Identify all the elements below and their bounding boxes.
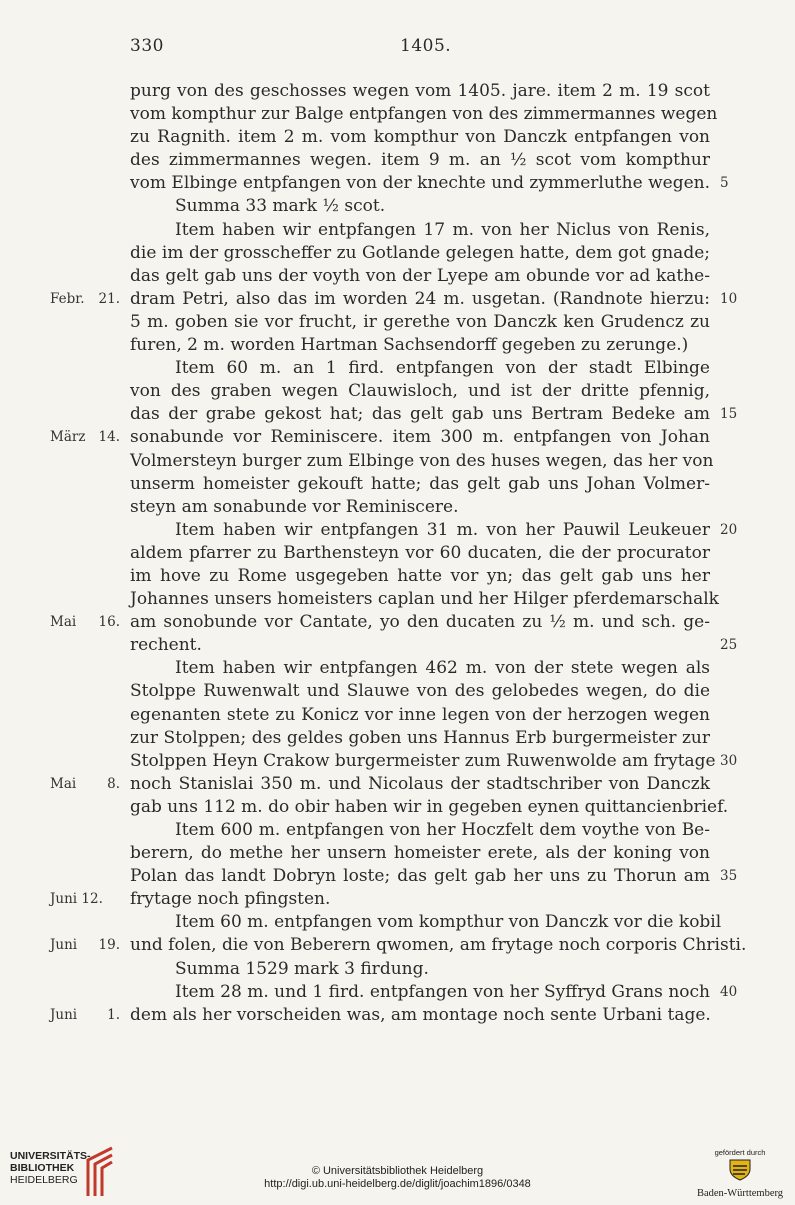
page-number: 330 [130, 36, 164, 56]
line-text: Item haben wir entpfangen 17 m. von her Niclus von Renis, [175, 219, 710, 240]
text-line [50, 288, 738, 311]
text-line [130, 242, 710, 265]
line-number: 40 [720, 983, 738, 1000]
text-line [130, 473, 710, 496]
line-text: zur Stolppen; des geldes goben uns Hannus Erb burgermeister zur [130, 727, 710, 748]
margin-date-note: März 14. [50, 429, 120, 446]
text-line [130, 750, 738, 773]
text-line [130, 334, 710, 357]
line-number: 10 [720, 290, 738, 307]
line-text: egenanten stete zu Konicz vor inne legen von der herzogen wegen [130, 704, 710, 725]
text-line [130, 149, 710, 172]
line-text: purg von des geschosses wegen vom 1405. jare. item 2 m. 19 scot [130, 81, 710, 101]
text-line [130, 588, 719, 611]
line-text: Stolppen Heyn Crakow burgermeister zum Ruwenwolde am frytage [130, 750, 716, 771]
line-number: 15 [720, 406, 738, 423]
line-text: frytage noch pfingsten. [130, 889, 331, 910]
line-text: und folen, die von Beberern qwomen, am frytage noch corporis Christi. [130, 935, 747, 956]
line-text: dem als her vorscheiden was, am montage noch sente Urbani tage. [130, 1004, 711, 1025]
text-line [50, 934, 747, 957]
line-text: im hove zu Rome usgegeben hatte vor yn; das gelt gab uns her [130, 565, 710, 586]
logo-line-2: BIBLIOTHEK [10, 1162, 75, 1174]
text-line [130, 357, 710, 380]
text-line [130, 565, 710, 588]
line-text: noch Stanislai 350 m. und Nicolaus der stadtschriber von Danczk [130, 773, 710, 794]
line-text: vom Elbinge entpfangen von der knechte und zymmerluthe wegen. [130, 173, 710, 194]
text-line [130, 126, 710, 149]
line-text: furen, 2 m. worden Hartman Sachsendorff gegeben zu zerunge.) [130, 335, 689, 356]
line-number: 25 [720, 637, 738, 654]
line-text: Polan das landt Dobryn loste; das gelt gab her uns zu Thorun am [130, 866, 710, 887]
margin-date-note: Febr. 21. [50, 290, 120, 307]
body-text [50, 80, 747, 1027]
text-line [130, 403, 738, 426]
line-text: Item 60 m. entpfangen vom kompthur von Danczk vor die kobil [175, 912, 722, 933]
text-line [130, 219, 710, 242]
line-number: 20 [720, 521, 738, 538]
line-text: des zimmermannes wegen. item 9 m. an ½ scot vom kompthur [130, 150, 710, 171]
text-line [130, 311, 710, 334]
line-number: 5 [720, 175, 729, 192]
sponsor-label: gefördert durch [714, 1148, 766, 1157]
text-line [130, 911, 722, 934]
text-line [130, 380, 710, 403]
margin-date-note: Juni 12. [50, 891, 103, 908]
line-text: von des graben wegen Clauwisloch, und ist der dritte pfennig, [130, 381, 710, 402]
line-text: Item haben wir entpfangen 462 m. von der stete wegen als [175, 658, 710, 679]
line-text: steyn am sonabunde vor Reminiscere. [130, 496, 459, 517]
text-line [130, 958, 710, 981]
line-text: dram Petri, also das im worden 24 m. usgetan. (Randnote hierzu: [130, 288, 710, 309]
logo-line-3: HEIDELBERG [10, 1174, 78, 1186]
sponsor-block [690, 1148, 790, 1199]
line-number: 35 [720, 868, 738, 885]
text-line [130, 680, 710, 703]
line-text: das gelt gab uns der voyth von der Lyepe am obunde vor ad kathe- [130, 265, 710, 286]
line-text: Johannes unsers homeisters caplan und her Hilger pferdemarschalk [130, 589, 719, 610]
permalink-url[interactable]: http://digi.ub.uni-heidelberg.de/diglit/joachim1896/0348 [264, 1178, 531, 1190]
line-text: 5 m. goben sie vor frucht, ir gerethe von Danczk ken Grudencz zu [130, 311, 710, 332]
line-text: am sonobunde vor Cantate, yo den ducaten zu ½ m. und sch. ge- [130, 612, 710, 633]
text-line [130, 172, 729, 195]
line-text: Stolppe Ruwenwalt und Slauwe von des gelobedes wegen, do die [130, 681, 710, 702]
text-line [130, 981, 738, 1004]
text-line [130, 195, 710, 218]
text-line [130, 450, 714, 473]
margin-date-note: Juni 19. [50, 937, 120, 954]
text-line [130, 657, 710, 680]
text-line [50, 1004, 711, 1027]
line-text: Item 60 m. an 1 fird. entpfangen von der stadt Elbinge [175, 358, 710, 379]
line-text: die im der grosscheffer zu Gotlande gelegen hatte, dem got gnade; [130, 242, 710, 263]
line-text: Item 28 m. und 1 fird. entpfangen von her Syffryd Grans noch [175, 981, 710, 1002]
text-line [50, 773, 710, 796]
text-line [50, 888, 710, 911]
text-line [130, 704, 710, 727]
text-line [130, 819, 710, 842]
line-text: unserm homeister gekouft hatte; das gelt gab uns Johan Volmer- [130, 473, 710, 494]
margin-date-note: Juni 1. [50, 1006, 120, 1023]
line-text: aldem pfarrer zu Barthensteyn vor 60 ducaten, die der procurator [130, 542, 710, 563]
line-text: sonabunde vor Reminiscere. item 300 m. entpfangen von Johan [130, 427, 710, 448]
footer-credits [0, 1165, 795, 1191]
text-line [130, 519, 738, 542]
line-text: das der grabe gekost hat; das gelt gab uns Bertram Bedeke am [130, 404, 710, 425]
text-line [130, 865, 738, 888]
text-line [130, 842, 710, 865]
line-text: Summa 1529 mark 3 firdung. [175, 958, 429, 979]
text-line [130, 634, 738, 657]
line-text: zu Ragnith. item 2 m. vom kompthur von Danczk entpfangen von [130, 127, 710, 148]
coat-of-arms-icon [727, 1157, 753, 1181]
logo-line-1: UNIVERSITÄTS- [10, 1150, 91, 1162]
text-line [50, 611, 710, 634]
line-text: rechent. [130, 635, 202, 656]
line-number: 30 [720, 752, 738, 769]
line-text: berern, do methe her unsern homeister erete, als der koning von [130, 843, 710, 864]
text-line [130, 796, 729, 819]
margin-date-note: Mai 8. [50, 775, 120, 792]
sponsor-name: Baden-Württemberg [696, 1188, 784, 1199]
margin-date-note: Mai 16. [50, 614, 120, 631]
line-text: Item 600 m. entpfangen von her Hoczfelt dem voythe von Be- [175, 820, 710, 840]
text-line [50, 426, 710, 449]
text-line [130, 542, 710, 565]
line-text: Item haben wir entpfangen 31 m. von her Pauwil Leukeuer [175, 519, 710, 540]
text-line [130, 727, 710, 750]
line-text: gab uns 112 m. do obir haben wir in gegeben eynen quittancienbrief. [130, 796, 729, 817]
text-line [130, 80, 710, 103]
text-line [130, 103, 718, 126]
text-line [130, 496, 710, 519]
line-text: vom kompthur zur Balge entpfangen von des zimmermannes wegen [130, 104, 718, 125]
line-text: Volmersteyn burger zum Elbinge von des huses wegen, das her von [130, 450, 714, 471]
copyright-text: © Universitätsbibliothek Heidelberg [311, 1165, 484, 1177]
running-head-year: 1405. [400, 36, 452, 56]
line-text: Summa 33 mark ½ scot. [175, 196, 386, 217]
text-line [130, 265, 710, 288]
